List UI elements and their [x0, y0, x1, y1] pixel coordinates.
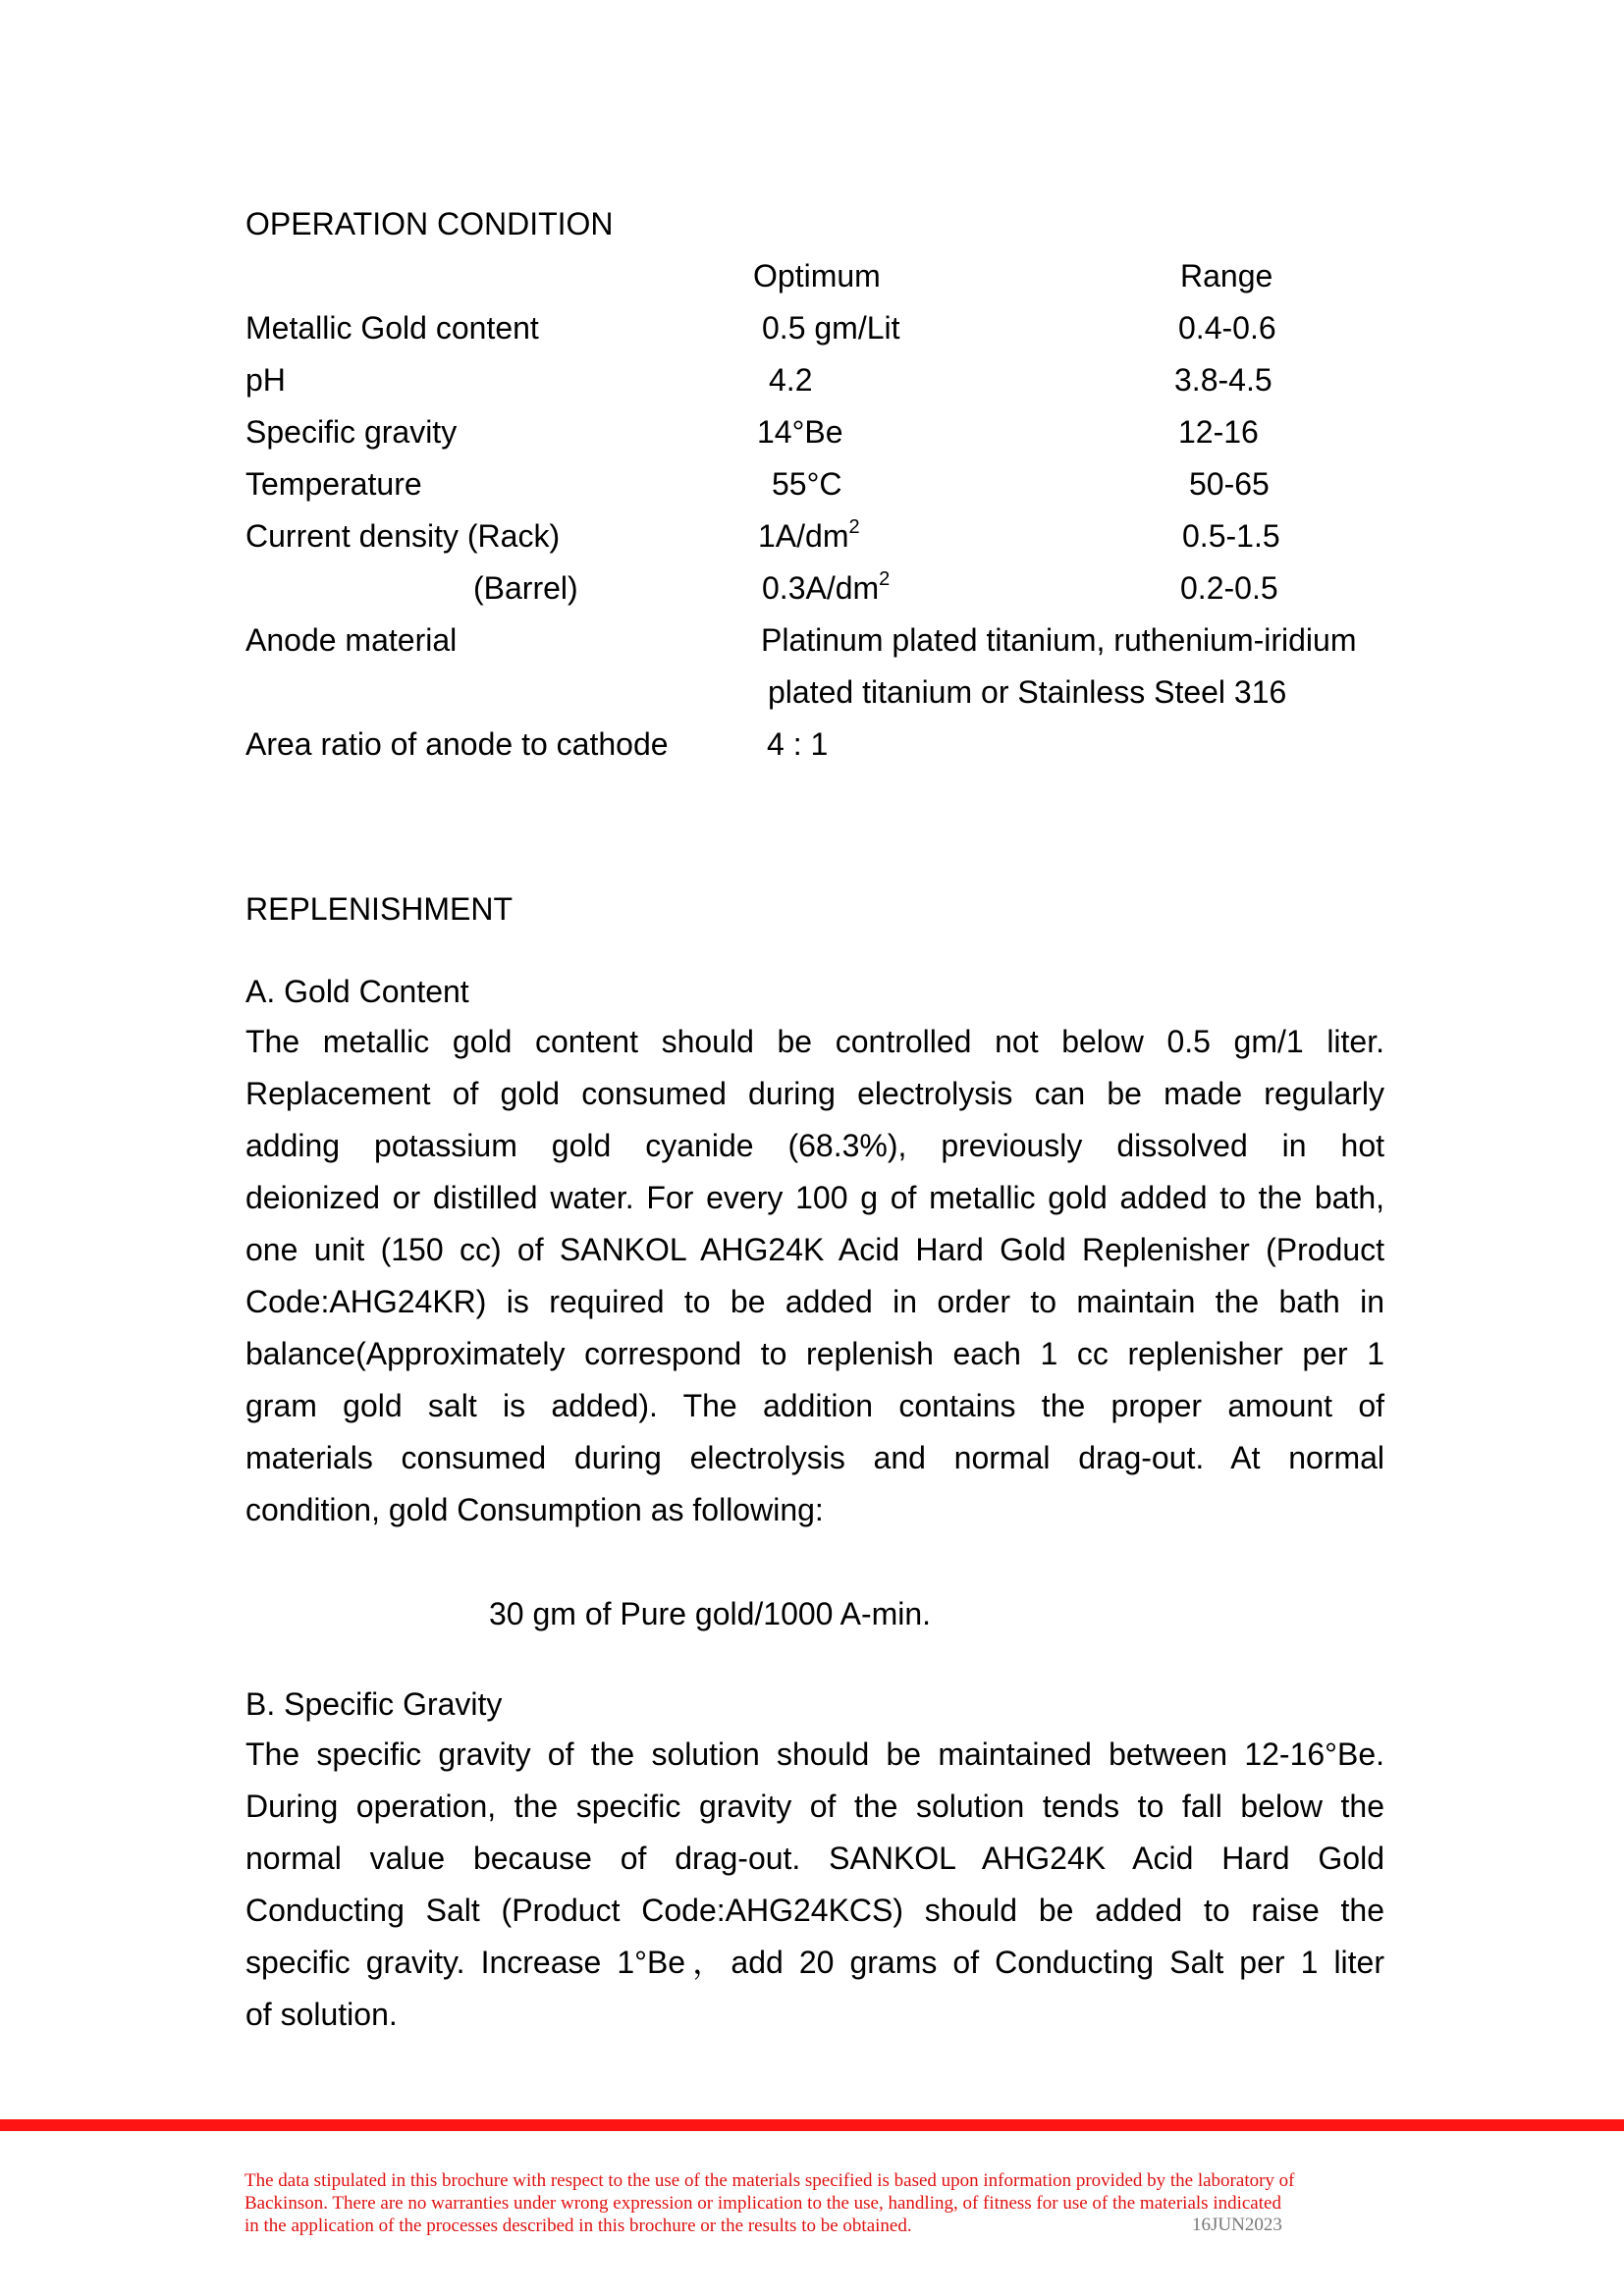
anode-value: Platinum plated titanium, ruthenium-iridium	[761, 622, 1357, 658]
row-label: (Barrel)	[473, 570, 578, 606]
anode-label: Anode material	[245, 622, 458, 658]
gold-consumption: 30 gm of Pure gold/1000 A-min.	[489, 1596, 932, 1631]
row-range: 12-16	[1178, 414, 1259, 450]
footer-rule	[0, 2119, 1624, 2131]
row-optimum: 0.5 gm/Lit	[762, 310, 900, 346]
superscript: 2	[879, 568, 891, 590]
area-ratio-label: Area ratio of anode to cathode	[245, 726, 669, 762]
superscript: 2	[848, 516, 860, 538]
row-optimum: $0.3A/dm^2$	[762, 568, 891, 606]
header-range: Range	[1180, 258, 1273, 294]
row-label: Metallic Gold content	[245, 310, 539, 346]
row-label: Specific gravity	[245, 414, 458, 450]
area-ratio-value: 4 : 1	[767, 726, 829, 762]
row-label: Temperature	[245, 466, 422, 502]
row-label: pH	[245, 362, 286, 398]
row-label: Current density (Rack)	[245, 518, 561, 554]
gold-content-paragraph: The metallic gold content should be controlled not below 0.5 gm/1 liter. Replacement of gold consumed during electrolysis can be made regularly adding potassium gold cyanide (68.3%), previously dissolved in hot deionized or distilled water. For every 100 g of metallic gold added to the bath, one unit (150 cc) of SANKOL AHG24K Acid Hard Gold Replenisher (Product Code:AHG24KR) is required to be added in order to maintain the bath in balance(Approximately correspond to replenish each 1 cc replenisher per 1 gram gold salt is added). The addition contains the proper amount of materials consumed during electrolysis and normal drag-out. At normal condition, gold Consumption as following:	[245, 1024, 1384, 1527]
row-optimum: 55°C	[772, 466, 842, 502]
specific-gravity-paragraph: The specific gravity of the solution should be maintained between 12-16°Be. During operation, the specific gravity of the solution tends to fall below the normal value because of drag-out. SANKOL AHG24K Acid Hard Gold Conducting Salt (Product Code:AHG24KCS) should be added to raise the specific gravity. Increase 1°Be，add 20 grams of Conducting Salt per 1 liter of solution.	[245, 1736, 1384, 2032]
operation-condition-title: OPERATION CONDITION	[245, 206, 614, 241]
row-range: 3.8-4.5	[1174, 362, 1272, 398]
row-range: 0.2-0.5	[1180, 570, 1278, 606]
header-optimum: Optimum	[753, 258, 881, 294]
row-range: 0.4-0.6	[1178, 310, 1276, 346]
row-optimum: 4.2	[769, 362, 813, 398]
specific-gravity-heading: B. Specific Gravity	[245, 1686, 503, 1722]
replenishment-title: REPLENISHMENT	[245, 891, 514, 927]
disclaimer: The data stipulated in this brochure with respect to the use of the materials specified is based upon information provided by the laboratory of Backinson. There are no warranties under wrong expression or implication to the use, handling, of fitness for use of the materials indicated in the application of the processes described in this brochure or the results to be obtained.	[244, 2170, 1295, 2236]
anode-value: plated titanium or Stainless Steel 316	[768, 674, 1287, 710]
row-range: 0.5-1.5	[1182, 518, 1280, 554]
gold-content-heading: A. Gold Content	[245, 974, 469, 1009]
row-range: 50-65	[1189, 466, 1270, 502]
row-optimum: $1A/dm^2$	[758, 516, 860, 554]
document-date: 16JUN2023	[1192, 2215, 1282, 2235]
row-optimum: 14°Be	[757, 414, 843, 450]
